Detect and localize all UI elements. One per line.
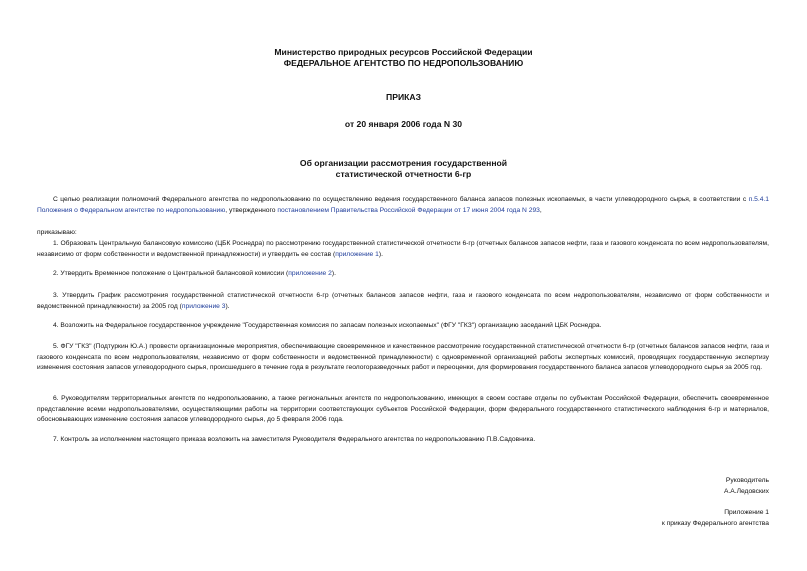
appendix-reference: к приказу Федерального агентства (661, 520, 769, 527)
document-title-line-1: Об организации рассмотрения государственной (299, 158, 508, 168)
order-word: приказываю: (37, 229, 77, 236)
signature-name: А.А.Ледовских (723, 488, 769, 495)
document-title-line-2: статистической отчетности 6-гр (335, 169, 472, 179)
item-1-end: ). (378, 250, 383, 258)
item-5-paragraph: 5. ФГУ "ГКЗ" (Подтуркин Ю.А.) провести организационные мероприятия, обеспечивающие своевременное и качественное рассмотрение государственной статистической отчетности 6-гр (отчетных балансов запасов нефти, газа и газового конденсата по всем недропользователям, независимо от форм собственности и ведомственной принадлежности) с одновременной организацией работы экспертных комиссий, проводящих государственную экспертизу изменения состояния запасов углеводородного сырья, происшедшего в течение года в результате геологоразведочных работ и переоценки, для формирования государственного баланса запасов углеводородного сырья за 2005 год. (37, 343, 769, 372)
appendix-3-link[interactable]: приложение 3 (181, 302, 226, 310)
item-7-paragraph: 7. Контроль за исполнением настоящего приказа возложить на заместителя Руководителя Федерального агентства по недропользованию П.В.Садовника. (53, 436, 536, 443)
item-2-text: 2. Утвердить Временное положение о Центральной балансовой комиссии ( (53, 270, 289, 277)
regulation-link[interactable]: п.5.4.1 Положения о Федеральном агентстве по недропользованию (37, 196, 769, 214)
item-1-paragraph (37, 239, 769, 260)
appendix-1-link[interactable]: приложение 1 (335, 250, 379, 258)
preamble-text-1: С целью реализации полномочий Федерального агентства по недропользованию по осуществлению ведения государственного баланса запасов полезных ископаемых, в части углеводородного сырья, в соответствии с (53, 196, 749, 203)
appendix-2-link[interactable]: приложение 2 (288, 270, 332, 277)
preamble-paragraph (37, 195, 769, 216)
item-2-end: ). (331, 270, 336, 277)
item-3-end: ). (225, 302, 230, 310)
document-date-number: от 20 января 2006 года N 30 (344, 119, 463, 129)
government-decree-link[interactable]: постановлением Правительства Российской Федерации от 17 июня 2004 года N 293 (277, 206, 540, 214)
item-2-paragraph (37, 269, 769, 280)
ministry-title: Министерство природных ресурсов Российской Федерации (274, 47, 533, 57)
item-1-text: 1. Образовать Центральную балансовую комиссию (ЦБК Роснедра) по рассмотрению государственной статистической отчетности 6-гр (отчетных балансов запасов нефти, газа и газового конденсата по всем недропользователям, независимо от форм собственности и ведомственной принадлежности) и утвердить ее состав ( (37, 240, 769, 258)
preamble-text-3: , (539, 206, 542, 214)
appendix-heading: Приложение 1 (724, 509, 769, 516)
item-3-text: 3. Утвердить График рассмотрения государственной статистической отчетности 6-гр (отчетных балансов запасов нефти, газа и газового конденсата по всем недропользователям, независимо от форм собственности и ведомственной принадлежности) за 2005 год ( (37, 292, 769, 310)
preamble-text-2: , утвержденного (225, 206, 278, 214)
item-4-paragraph: 4. Возложить на Федеральное государственное учреждение "Государственная комиссия по запасам полезных ископаемых" (ФГУ "ГКЗ") организацию заседаний ЦБК Роснедра. (53, 322, 602, 329)
agency-title: ФЕДЕРАЛЬНОЕ АГЕНТСТВО ПО НЕДРОПОЛЬЗОВАНИЮ (283, 58, 524, 68)
document-type: ПРИКАЗ (386, 92, 421, 102)
item-6-paragraph: 6. Руководителям территориальных агентств по недропользованию, а также региональных агентств по недропользованию, имеющих в своем составе отделы по субъектам Российской Федерации, обеспечить своевременное представление всеми недропользователями, осуществляющими работы на территории соответствующих субъектов Российской Федерации, форм федерального государственного статистического наблюдения 6-гр и материалов, обосновывающих изменение состояния запасов углеводородного сырья, до 5 февраля 2006 года. (37, 395, 769, 424)
item-3-paragraph (37, 291, 769, 312)
signature-position: Руководитель (725, 477, 769, 484)
